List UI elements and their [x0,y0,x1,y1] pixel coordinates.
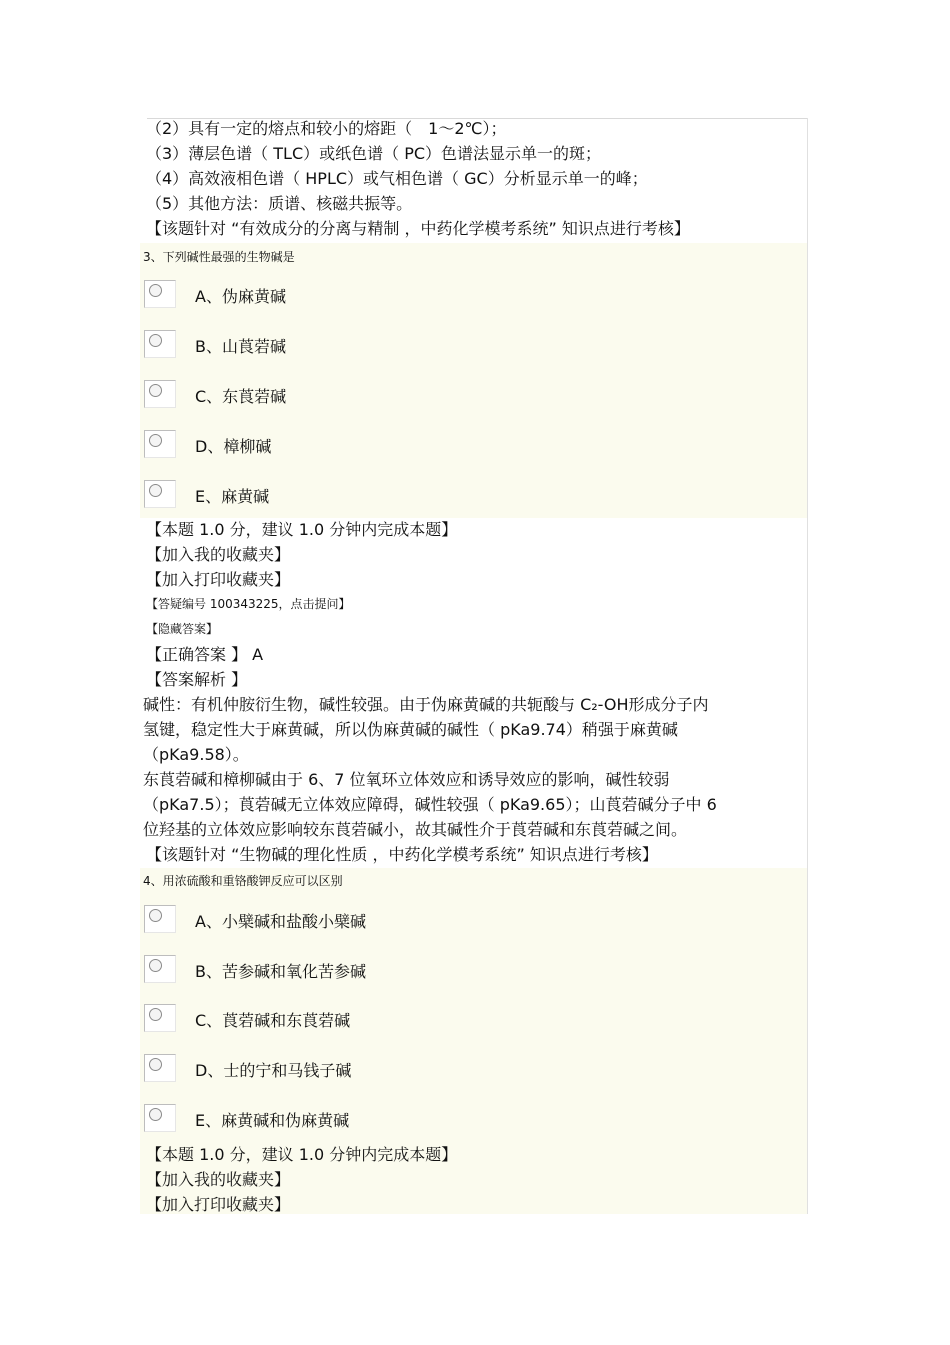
q3-score-note: 【本题 1.0 分，建议 1.0 分钟内完成本题】 [146,520,458,539]
q4-option-a[interactable] [140,905,807,945]
q4-option-d[interactable] [140,1054,807,1094]
q3-option-e-label: E、麻黄碱 [195,487,270,506]
method-line-2: （2）具有一定的熔点和较小的熔距（ 1～2℃）； [146,119,507,138]
q4-option-e-radio[interactable] [144,1104,176,1132]
q3-option-e-radio[interactable] [144,480,176,508]
q3-option-a-label: A、伪麻黄碱 [195,287,286,306]
q3-option-b-label: B、山莨菪碱 [195,337,286,356]
q4-add-favorite-link[interactable]: 【加入我的收藏夹】 [146,1170,291,1189]
q4-option-b-radio[interactable] [144,955,176,983]
q3-analysis-line: （pKa7.5）；莨菪碱无立体效应障碍，碱性较强（ pKa9.65）；山莨菪碱分子中 6 [143,795,717,814]
q3-analysis-line: （pKa9.58）。 [143,745,249,764]
method-line-4: （4）高效液相色谱（ HPLC）或气相色谱（ GC）分析显示单一的峰； [146,169,648,188]
q4-option-e[interactable] [140,1104,807,1144]
q4-option-c[interactable] [140,1004,807,1044]
q3-option-d-label: D、樟柳碱 [195,437,272,456]
q4-score-note: 【本题 1.0 分，建议 1.0 分钟内完成本题】 [146,1145,458,1164]
q3-add-favorite-link[interactable]: 【加入我的收藏夹】 [146,545,291,564]
q4-option-e-label: E、麻黄碱和伪麻黄碱 [195,1111,350,1130]
q3-correct-answer: 【正确答案 】 A [146,645,264,664]
q3-option-a[interactable] [140,280,807,320]
method-line-3: （3）薄层色谱（ TLC）或纸色谱（ PC）色谱法显示单一的斑； [146,144,602,163]
q4-option-a-label: A、小檗碱和盐酸小檗碱 [195,912,366,931]
q3-option-c-radio[interactable] [144,380,176,408]
knowledge-point-note: 【该题针对 “有效成分的分离与精制 ，中药化学模考系统” 知识点进行考核】 [146,219,690,238]
q4-option-c-label: C、莨菪碱和东莨菪碱 [195,1011,351,1030]
q4-option-b[interactable] [140,955,807,995]
q3-option-b-radio[interactable] [144,330,176,358]
q3-option-c[interactable] [140,380,807,420]
question-4-text: 4、用浓硫酸和重铬酸钾反应可以区别 [143,874,343,888]
q3-option-e[interactable] [140,480,807,520]
q3-analysis-line: 东莨菪碱和樟柳碱由于 6、7 位氧环立体效应和诱导效应的影响，碱性较弱 [143,770,670,789]
q4-option-d-label: D、士的宁和马钱子碱 [195,1061,352,1080]
q3-option-b[interactable] [140,330,807,370]
q4-option-a-radio[interactable] [144,905,176,933]
q3-option-c-label: C、东莨菪碱 [195,387,287,406]
q4-option-b-label: B、苦参碱和氧化苦参碱 [195,962,366,981]
method-line-5: （5）其他方法：质谱、核磁共振等。 [146,194,413,213]
q3-analysis-line: 碱性：有机仲胺衍生物，碱性较强。由于伪麻黄碱的共轭酸与 C₂-OH形成分子内 [143,695,709,714]
q3-knowledge-point-note: 【该题针对 “生物碱的理化性质 ，中药化学模考系统” 知识点进行考核】 [146,845,658,864]
q3-option-a-radio[interactable] [144,280,176,308]
q3-option-d[interactable] [140,430,807,470]
q3-query-id-link[interactable]: 【答疑编号 100343225，点击提问】 [146,597,351,611]
q4-option-c-radio[interactable] [144,1004,176,1032]
q3-hide-answer-link[interactable]: 【隐藏答案】 [146,622,219,636]
q3-analysis-line: 位羟基的立体效应影响较东莨菪碱小，故其碱性介于莨菪碱和东莨菪碱之间。 [143,820,688,839]
q3-analysis-line: 氢键，稳定性大于麻黄碱，所以伪麻黄碱的碱性（ pKa9.74）稍强于麻黄碱 [143,720,678,739]
content-frame-right-border [807,118,808,1214]
q3-option-d-radio[interactable] [144,430,176,458]
q3-add-print-link[interactable]: 【加入打印收藏夹】 [146,570,291,589]
q3-analysis-title: 【答案解析 】 [146,670,248,689]
q4-add-print-link[interactable]: 【加入打印收藏夹】 [146,1195,291,1214]
question-3-text: 3、下列碱性最强的生物碱是 [143,250,295,264]
q4-option-d-radio[interactable] [144,1054,176,1082]
